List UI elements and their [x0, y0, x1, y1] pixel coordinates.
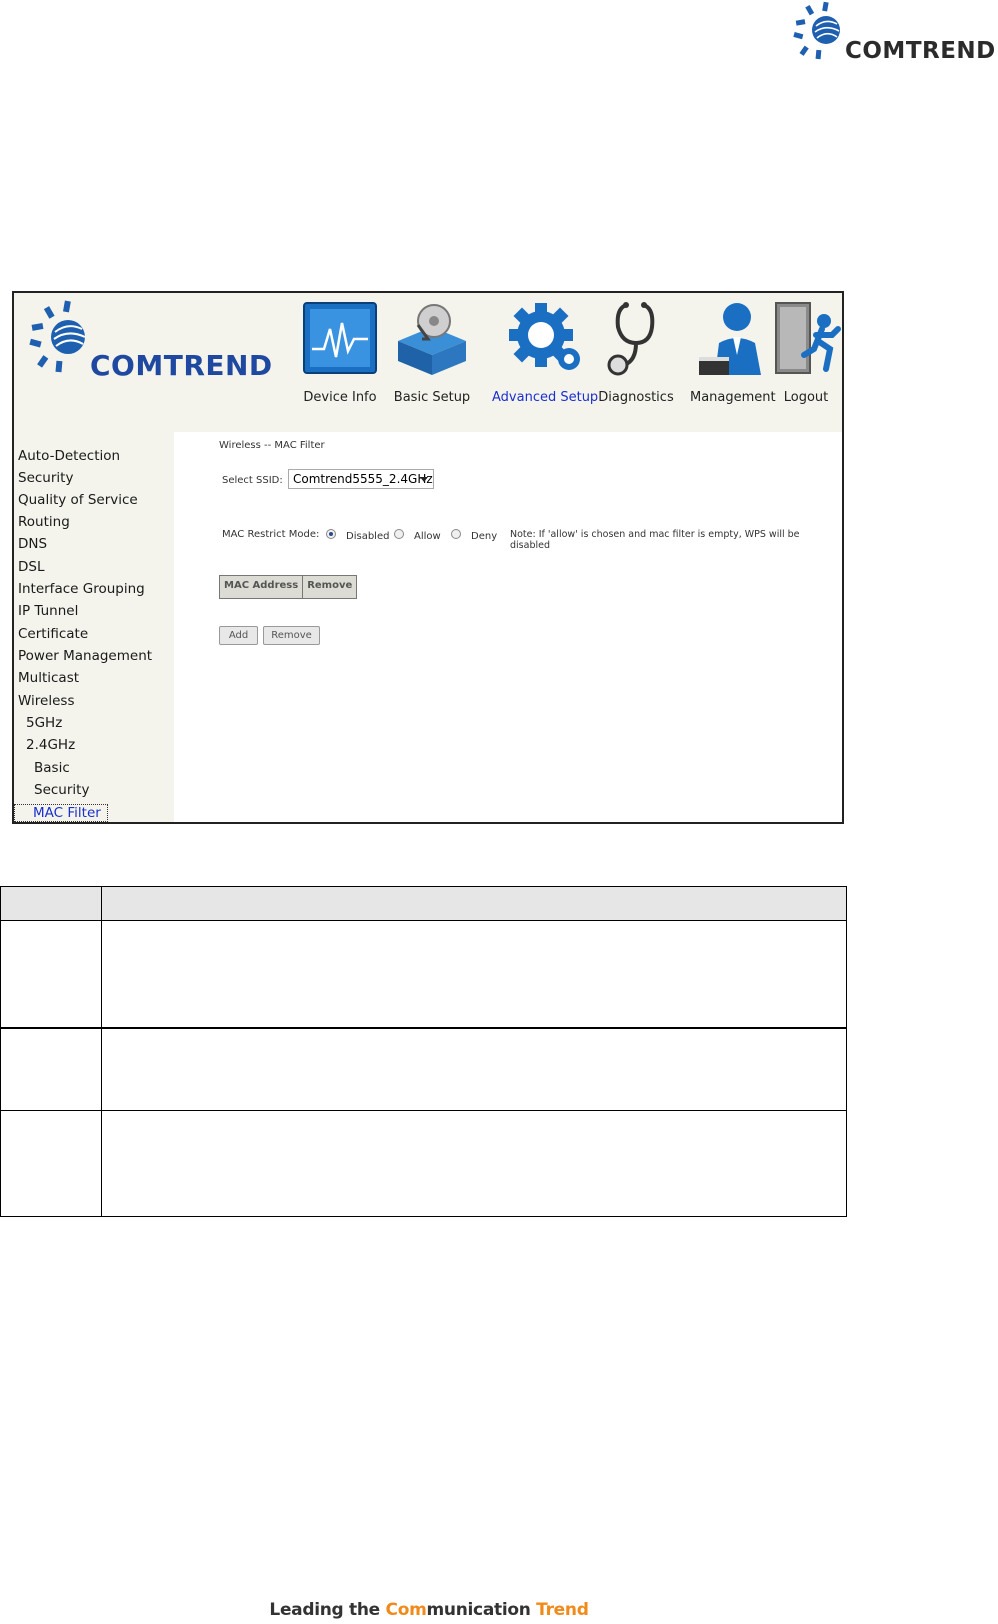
router-header	[14, 293, 842, 432]
nav-logout[interactable]	[766, 299, 844, 405]
sidebar-item-dsl[interactable]: DSL	[18, 559, 45, 575]
sidebar-item-ip-tunnel[interactable]: IP Tunnel	[18, 603, 79, 619]
page-logo-wordmark: COMTREND	[845, 38, 996, 64]
nav-label: Device Info	[303, 390, 377, 405]
sidebar-item-auto-detection[interactable]: Auto-Detection	[18, 448, 121, 464]
table-header-row	[1, 887, 846, 921]
diagnostics-icon	[596, 299, 676, 379]
sidebar-item-power-management[interactable]: Power Management	[18, 648, 153, 664]
table-rule	[1, 1110, 846, 1111]
router-sidebar	[14, 432, 174, 824]
nav-label: Advanced Setup	[492, 390, 599, 405]
description-table	[0, 886, 847, 1217]
remove-button[interactable]: Remove	[263, 626, 320, 645]
restrict-mode-label: MAC Restrict Mode:	[222, 529, 320, 540]
router-logo-wordmark: COMTREND	[90, 349, 273, 382]
nav-diagnostics[interactable]	[596, 299, 676, 405]
table-column-divider	[101, 887, 102, 1216]
nav-label: Management	[690, 390, 776, 405]
table-header-remove: Remove	[307, 580, 353, 591]
radio-allow-label: Allow	[414, 531, 441, 542]
ssid-label: Select SSID:	[222, 475, 283, 486]
ssid-value: Comtrend5555_2.4GHz	[293, 472, 433, 486]
sidebar-item-wireless-security[interactable]: Security	[34, 782, 90, 798]
nav-advanced-setup[interactable]	[492, 299, 598, 405]
add-button[interactable]: Add	[219, 626, 258, 645]
sidebar-item-security[interactable]: Security	[18, 470, 74, 486]
management-icon	[693, 299, 773, 379]
nav-basic-setup[interactable]	[392, 299, 472, 405]
tagline-part: Leading the	[269, 1600, 386, 1620]
comtrend-starburst-icon	[26, 299, 90, 383]
radio-deny[interactable]	[451, 529, 461, 539]
sidebar-item-multicast[interactable]: Multicast	[18, 670, 80, 686]
tagline-part: Trend	[536, 1600, 589, 1620]
table-rule	[1, 1027, 846, 1029]
sidebar-item-interface-grouping[interactable]: Interface Grouping	[18, 581, 145, 597]
tagline-part: munication	[426, 1600, 537, 1620]
mac-filter-table	[219, 575, 357, 599]
chevron-down-icon	[420, 477, 428, 482]
ssid-select[interactable]	[288, 469, 434, 489]
wps-note: Note: If 'allow' is chosen and mac filter is empty, WPS will be disabled	[510, 529, 800, 551]
sidebar-item-wireless[interactable]: Wireless	[18, 693, 75, 709]
sidebar-item-2-4ghz[interactable]: 2.4GHz	[26, 737, 76, 753]
sidebar-item-mac-filter[interactable]: MAC Filter	[14, 804, 108, 822]
footer-tagline	[0, 1600, 858, 1620]
page-breadcrumb: Wireless -- MAC Filter	[219, 440, 325, 451]
sidebar-item-5ghz[interactable]: 5GHz	[26, 715, 63, 731]
nav-label: Logout	[783, 390, 829, 405]
router-logo	[26, 299, 281, 389]
router-content	[174, 432, 842, 824]
nav-label: Diagnostics	[598, 390, 674, 405]
sidebar-item-basic[interactable]: Basic	[34, 760, 70, 776]
comtrend-page-logo	[790, 0, 998, 70]
comtrend-starburst-icon	[790, 0, 844, 62]
radio-disabled[interactable]	[326, 529, 336, 539]
sidebar-item-qos[interactable]: Quality of Service	[18, 492, 138, 508]
sidebar-item-dns[interactable]: DNS	[18, 536, 48, 552]
basic-setup-icon	[392, 299, 472, 379]
table-rule	[1, 920, 846, 921]
nav-device-info[interactable]	[300, 299, 380, 405]
device-info-icon	[300, 299, 380, 379]
tagline-part: Com	[385, 1600, 427, 1620]
advanced-setup-icon	[505, 299, 585, 379]
router-ui-screenshot	[12, 291, 844, 824]
sidebar-item-routing[interactable]: Routing	[18, 514, 70, 530]
table-header-mac-address: MAC Address	[220, 576, 303, 598]
logout-icon	[766, 299, 844, 379]
nav-management[interactable]	[690, 299, 776, 405]
radio-allow[interactable]	[394, 529, 404, 539]
sidebar-item-certificate[interactable]: Certificate	[18, 626, 89, 642]
radio-deny-label: Deny	[471, 531, 498, 542]
radio-disabled-label: Disabled	[346, 531, 390, 542]
nav-label: Basic Setup	[393, 390, 471, 405]
